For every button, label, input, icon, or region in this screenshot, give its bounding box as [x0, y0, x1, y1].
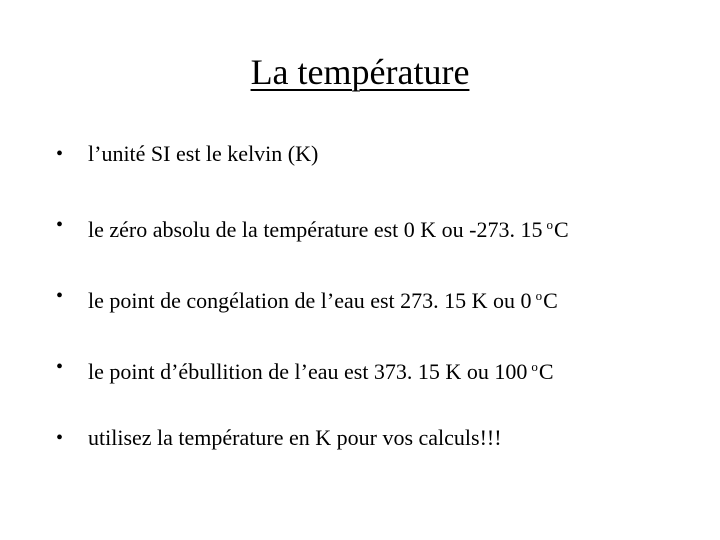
degree-symbol: o — [535, 288, 543, 303]
bullet-text-main: utilisez la température en K pour vos calculs!!! — [88, 425, 502, 450]
bullet-list — [56, 136, 696, 491]
unit-label: C — [554, 217, 569, 242]
degree-symbol: o — [531, 359, 538, 374]
bullet-text — [88, 420, 502, 456]
slide-title-text: La température — [250, 52, 470, 92]
bullet-text-main: l’unité SI est le kelvin (K) — [88, 141, 319, 166]
unit-label: C — [538, 359, 554, 384]
degree-symbol: o — [546, 217, 554, 232]
bullet-text-main: le point de congélation de l’eau est 273. 15 K ou 0 — [88, 288, 532, 313]
bullet-icon: • — [56, 143, 64, 165]
bullet-item-absolute-zero — [56, 207, 696, 243]
bullet-item-use-kelvin — [56, 420, 696, 456]
bullet-text — [88, 136, 318, 172]
bullet-text-main: le point d’ébullition de l’eau est 373. 15 K ou 100 — [88, 359, 528, 384]
bullet-text — [88, 278, 558, 319]
bullet-item-boiling-point — [56, 349, 696, 385]
bullet-item-freezing-point — [56, 278, 696, 314]
unit-label: C — [543, 288, 558, 313]
bullet-text — [88, 349, 554, 390]
bullet-icon: • — [56, 285, 64, 307]
bullet-icon: • — [56, 214, 64, 236]
bullet-icon: • — [56, 356, 64, 378]
bullet-item-si-unit — [56, 136, 696, 172]
bullet-icon: • — [56, 427, 64, 449]
slide-title — [0, 50, 720, 94]
bullet-text-main: le zéro absolu de la température est 0 K ou -273. 15 — [88, 217, 543, 242]
bullet-text — [88, 207, 569, 248]
